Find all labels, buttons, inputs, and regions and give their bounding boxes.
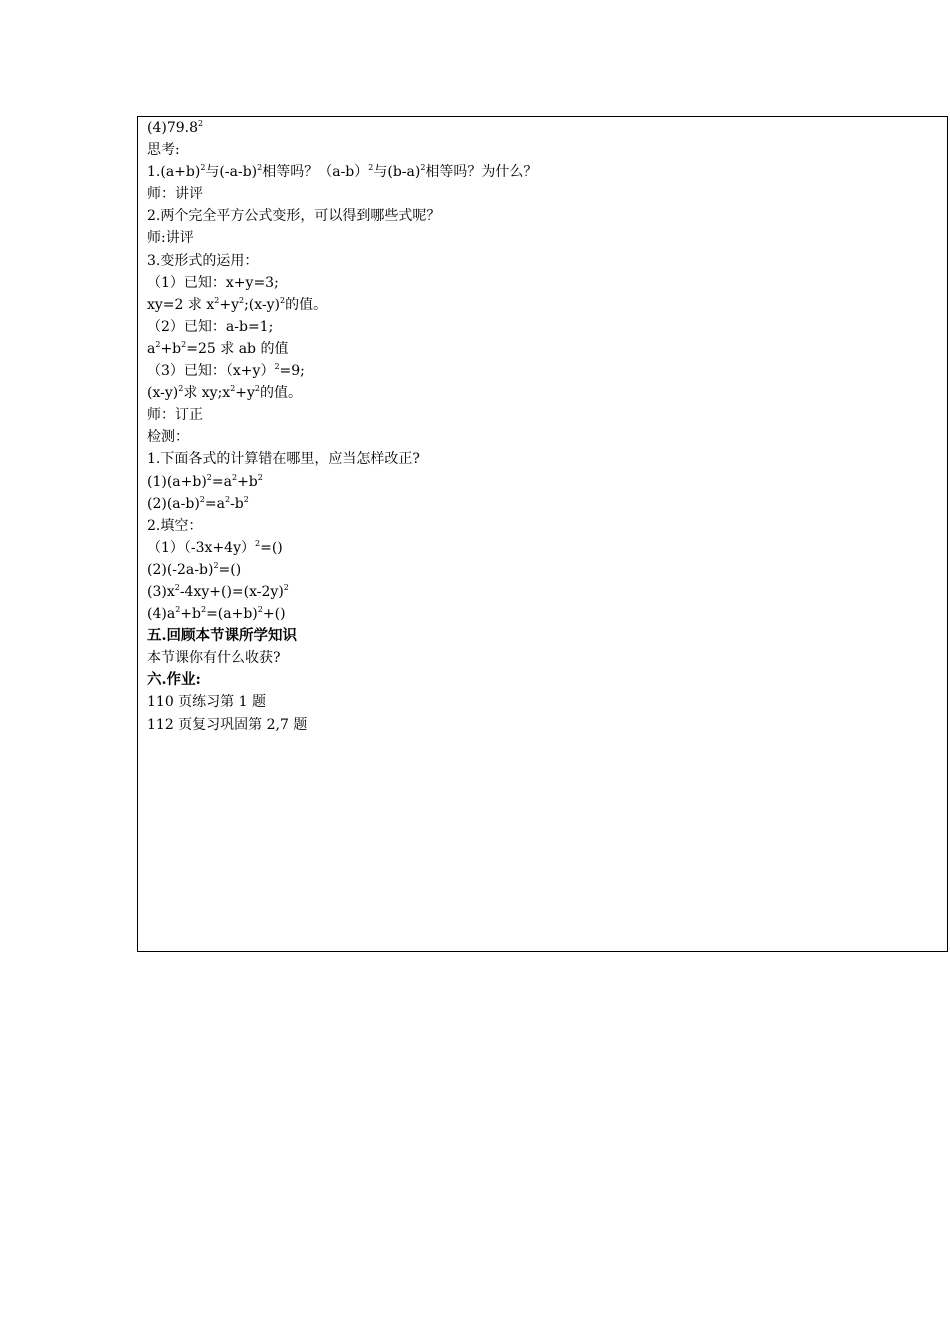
superscript: 2 — [238, 295, 245, 305]
superscript: 2 — [200, 163, 206, 173]
text-segment: -4xy+()=(x-2y) — [179, 583, 284, 600]
text-segment: 3.变形式的运用： — [147, 252, 259, 269]
text-line — [147, 117, 941, 139]
text-segment: (1)(a+b) — [147, 473, 207, 490]
text-segment: =() — [260, 539, 283, 556]
text-segment: 的值。 — [285, 296, 328, 313]
superscript: 2 — [181, 339, 187, 349]
text-line — [147, 493, 941, 515]
text-segment: 1.(a+b) — [147, 164, 201, 181]
text-segment: 六.作业: — [147, 671, 201, 689]
text-segment: ;(x-y) — [244, 296, 281, 313]
text-line — [147, 316, 941, 338]
superscript: 2 — [175, 605, 181, 615]
text-line — [147, 603, 941, 625]
text-segment: 求 xy;x — [183, 385, 231, 402]
superscript: 2 — [206, 472, 212, 482]
text-segment: +b — [180, 606, 201, 623]
superscript: 2 — [198, 119, 204, 128]
text-segment: （2）已知：a-b=1; — [147, 318, 274, 335]
text-line — [147, 448, 941, 470]
superscript: 2 — [155, 339, 161, 349]
section-heading — [147, 669, 941, 691]
superscript: 2 — [274, 362, 280, 372]
text-segment: +b — [160, 340, 182, 357]
text-line — [147, 183, 941, 205]
superscript: 2 — [257, 163, 263, 173]
superscript: 2 — [178, 384, 184, 394]
superscript: 2 — [255, 538, 261, 548]
superscript: 2 — [243, 494, 249, 504]
text-line — [147, 382, 941, 404]
text-segment: +y — [235, 385, 255, 402]
text-segment: （1）（-3x+4y） — [147, 539, 255, 556]
text-segment: 检测： — [147, 429, 189, 446]
text-segment: +y — [219, 296, 239, 313]
superscript: 2 — [283, 582, 289, 592]
text-segment: a — [147, 340, 156, 357]
text-segment: (x-y) — [147, 385, 179, 402]
superscript: 2 — [257, 605, 263, 615]
text-segment: (4)79.8 — [147, 120, 199, 136]
text-segment: 相等吗？（a-b） — [262, 164, 369, 181]
text-segment: 2.填空： — [147, 517, 203, 534]
text-segment: （1）已知：x+y=3; — [147, 274, 279, 291]
text-segment: +b — [237, 473, 258, 490]
text-segment: 五.回顾本节课所学知识 — [147, 627, 298, 645]
superscript: 2 — [257, 472, 263, 482]
text-segment: =a — [211, 473, 232, 490]
text-line — [147, 139, 941, 161]
text-segment: +() — [262, 606, 286, 623]
text-line — [147, 581, 941, 603]
text-segment: （3）已知：（x+y） — [147, 363, 275, 380]
text-segment: =(a+b) — [206, 606, 258, 623]
text-segment: =() — [218, 561, 242, 578]
text-segment: 思考: — [147, 142, 180, 159]
text-line — [147, 360, 941, 382]
superscript: 2 — [224, 494, 231, 504]
text-segment: (4)a — [147, 606, 176, 623]
text-line — [147, 205, 941, 227]
text-line — [147, 515, 941, 537]
lesson-content-box — [137, 116, 948, 952]
superscript: 2 — [230, 384, 236, 394]
text-line — [147, 250, 941, 272]
superscript: 2 — [231, 472, 238, 482]
text-segment: 112 页复习巩固第 2,7 题 — [147, 716, 308, 733]
lesson-text-lines — [147, 117, 941, 736]
text-segment: xy=2 求 x — [147, 296, 215, 313]
text-line — [147, 714, 941, 736]
text-segment: 师：订正 — [147, 407, 203, 424]
text-segment: =a — [204, 495, 225, 512]
text-segment: 1.下面各式的计算错在哪里，应当怎样改正? — [147, 451, 420, 468]
text-line — [147, 537, 941, 559]
text-line — [147, 559, 941, 581]
text-segment: (3)x — [147, 583, 175, 600]
text-line — [147, 426, 941, 448]
text-segment: 2.两个完全平方公式变形，可以得到哪些式呢？ — [147, 208, 441, 225]
superscript: 2 — [199, 494, 205, 504]
text-segment: 与(b-a) — [373, 164, 421, 181]
text-segment: (2)(-2a-b) — [147, 561, 214, 578]
text-line — [147, 294, 941, 316]
text-segment: 的值。 — [260, 385, 303, 402]
text-segment: =9; — [279, 363, 305, 380]
superscript: 2 — [213, 560, 219, 570]
superscript: 2 — [280, 295, 286, 305]
superscript: 2 — [368, 163, 374, 173]
text-line — [147, 272, 941, 294]
text-segment: 本节课你有什么收获? — [147, 650, 281, 667]
text-segment: 110 页练习第 1 题 — [147, 694, 266, 711]
text-line — [147, 647, 941, 669]
text-segment: (2)(a-b) — [147, 495, 200, 512]
superscript: 2 — [200, 605, 207, 615]
text-line — [147, 404, 941, 426]
text-line — [147, 161, 941, 183]
text-line — [147, 691, 941, 713]
text-segment: 与(-a-b) — [205, 164, 258, 181]
superscript: 2 — [420, 163, 426, 173]
text-segment: =25 求 ab 的值 — [186, 340, 289, 357]
text-segment: -b — [230, 495, 244, 512]
text-line — [147, 227, 941, 249]
superscript: 2 — [174, 582, 180, 592]
text-segment: 师:讲评 — [147, 230, 194, 247]
text-line — [147, 338, 941, 360]
superscript: 2 — [214, 295, 220, 305]
text-segment: 师：讲评 — [147, 186, 203, 203]
section-heading — [147, 625, 941, 647]
text-line — [147, 471, 941, 493]
superscript: 2 — [254, 384, 261, 394]
text-segment: 相等吗？为什么？ — [425, 164, 538, 181]
